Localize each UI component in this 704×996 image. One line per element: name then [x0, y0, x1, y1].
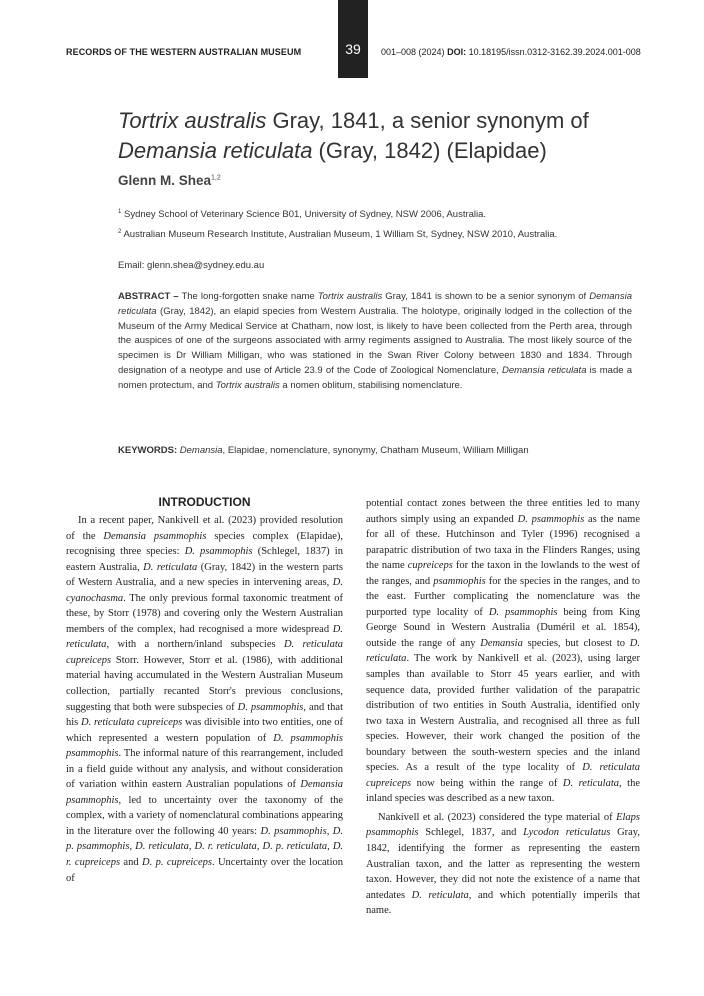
body-column-left	[66, 513, 343, 886]
title-italic-1: Tortrix australis	[118, 108, 267, 133]
taxon-name: D. reticulata cupreiceps	[81, 717, 183, 729]
affiliation-1-text: Sydney School of Veterinary Science B01, University of Sydney, NSW 2006, Australia.	[123, 209, 487, 221]
taxon-name: Elaps psammophis	[366, 811, 640, 839]
citation-doi	[381, 47, 641, 57]
journal-name: RECORDS OF THE WESTERN AUSTRALIAN MUSEUM	[66, 47, 302, 57]
affiliation-1-number: 1	[118, 209, 122, 215]
taxon-name: Lycodon reticulatus	[523, 827, 611, 839]
body-text: . The only previous formal taxonomic treatment of these, by Storr (1978) and covering only the Western Australian members of the complex, had recognised a more widespread	[66, 592, 343, 635]
affiliation-2	[118, 225, 558, 242]
body-text: , with a northern/inland subspecies	[106, 639, 284, 651]
abstract-text: The long-forgotten snake name	[178, 291, 318, 302]
body-text: species complex (Elapidae), recognising three species:	[66, 530, 344, 558]
body-text: potential contact zones between the three entities led to many authors simply using an expanded	[366, 498, 640, 525]
taxon-name: D. p. cupreiceps	[141, 857, 212, 869]
body-text: . The work by Nankivell et al. (2023), using larger samples than available to Storr 45 years earlier, and with sequence data, provided further validation of the parapatric distribution of two entities in South Australia, identified only two taxa in Western Australia, and recognised all three as full species. However, their work changed the position of the boundary between the south-western species and the inland species. As a result of the type locality of	[366, 653, 640, 774]
page-number: 39	[345, 41, 361, 57]
taxon-name: D. p. psammophis	[66, 825, 343, 853]
body-text: , the inland species was described as a new taxon.	[366, 777, 641, 805]
taxon-name: D. reticulata	[562, 777, 620, 789]
body-text: , and which potentially imperils that name.	[366, 889, 640, 917]
taxon-name: Demansia psammophis	[66, 779, 343, 806]
taxon-name: D. reticulata cupreiceps	[366, 762, 640, 789]
abstract-text: a nomen oblitum, stabilising nomenclature.	[279, 379, 463, 391]
body-text: , and that his	[66, 701, 344, 729]
body-text: ,	[129, 841, 136, 853]
body-text: ,	[256, 841, 263, 853]
taxon-name: D. psammophis	[517, 513, 585, 525]
body-paragraph	[366, 810, 640, 919]
taxon-name: Demansia	[480, 637, 523, 649]
body-text: ,	[326, 825, 333, 837]
body-text: for the species in the ranges, and to the east. Further complicating the nomenclature was the purported type locality of	[366, 575, 640, 618]
abstract-text: is made a nomen protectum, and	[118, 364, 633, 391]
abstract-text: (Gray, 1842), an elapid species from Western Australia. The holotype, originally lodged in the collection of the Museum of the Army Medical Service at Chatham, now lost, is likely to have been collected from the Perth area, through the auspices of one of the surgeons associated with army regiments assigned to Australia. The most likely source of the specimen is Dr William Milligan, who was stationed in the Swan River Colony between 1830 and 1834. Through designation of a neotype and use of Article 23.9 of the Code of Zoological Nomenclature,	[118, 305, 632, 376]
section-heading-introduction: INTRODUCTION	[158, 495, 251, 509]
body-paragraph	[366, 496, 640, 807]
body-column-right	[366, 496, 640, 919]
taxon-name: D. reticulata	[143, 561, 198, 573]
abstract-taxon: Demansia reticulata	[118, 291, 632, 317]
body-text: In a recent paper, Nankivell et al. (2023) provided resolution of the	[66, 515, 343, 542]
taxon-name: D. reticulata	[411, 889, 469, 901]
taxon-name: D. psammophis	[260, 825, 327, 837]
keyword-taxon: Demansia	[179, 445, 223, 456]
taxon-name: D. psammophis	[237, 701, 304, 713]
article-title	[118, 106, 658, 166]
body-text: ,	[188, 841, 195, 853]
keywords-label: KEYWORDS:	[118, 445, 178, 456]
body-text: Schlegel, 1837, and	[418, 827, 524, 839]
body-text: as the name for all of these. Hutchinson and Tyler (1996) recognised a parapatric distribution of two taxa in the Flinders Ranges, using the name	[366, 513, 641, 572]
abstract	[118, 290, 632, 394]
body-text: and	[120, 857, 142, 869]
taxon-name: psammophis	[433, 575, 486, 587]
keywords	[118, 445, 638, 456]
body-text: Nankivell et al. (2023) considered the type material of	[378, 811, 617, 823]
author-affiliation-marks: 1,2	[211, 174, 221, 182]
abstract-label: ABSTRACT –	[118, 291, 179, 302]
title-italic-2: Demansia reticulata	[118, 138, 313, 163]
title-plain-2: (Gray, 1842) (Elapidae)	[312, 138, 547, 163]
affiliation-2-text: Australian Museum Research Institute, Australian Museum, 1 William St, Sydney, NSW 2010, Australia.	[123, 229, 558, 241]
taxon-name: D. psammophis psammophis	[66, 732, 343, 760]
abstract-taxon: Demansia reticulata	[501, 364, 587, 376]
body-text: now being within the range of	[411, 777, 563, 789]
body-text: . The informal nature of this rearrangement, included in a field guide without any analysis, and without consideration of variation within eastern Australian populations of	[66, 748, 343, 791]
taxon-name: Demansia psammophis	[103, 530, 207, 542]
page-range: 001–008 (2024)	[381, 47, 445, 57]
body-text: . Uncertainty over the location of	[66, 857, 343, 884]
taxon-name: D. reticulata	[135, 841, 189, 853]
doi-link[interactable]: 10.18195/issn.0312-3162.39.2024.001-008	[468, 47, 641, 57]
taxon-name: D. p. reticulata	[262, 841, 328, 853]
author-name	[118, 173, 221, 188]
taxon-name: cupreiceps	[407, 560, 453, 572]
abstract-taxon: Tortrix australis	[215, 379, 280, 391]
body-text: Gray, 1842, identifying the former as representing the eastern Australian taxon, and the latter as representing the western taxon. However, they did not note the existence of a name that antedates	[366, 827, 640, 901]
body-text: being from King George Sound in Western Australia (Duméril et al. 1854), outside the range of any	[366, 606, 640, 649]
body-text: was divisible into two entities, one of which represented a western population of	[66, 717, 343, 744]
abstract-taxon: Tortrix australis	[317, 291, 383, 302]
taxon-name: D. cyanochasma	[66, 577, 343, 604]
doi-label: DOI:	[447, 47, 467, 57]
body-text: Storr. However, Storr et al. (1986), with additional material having accumulated in the Western Australian Museum collection, partially recanted Storr's previous conclusions, suggesting that both were subspecies of	[66, 654, 343, 713]
taxon-name: D. r. cupreiceps	[66, 841, 344, 869]
taxon-name: D. r. reticulata	[194, 841, 257, 853]
body-text: (Schlegel, 1837) in eastern Australia,	[66, 546, 343, 573]
body-text: for the taxon in the lowlands to the west of the ranges, and	[366, 560, 640, 587]
body-text: species, but closest to	[522, 637, 630, 649]
body-text: ,	[327, 841, 333, 853]
taxon-name: D. reticulata cupreiceps	[66, 639, 343, 666]
title-plain-1: Gray, 1841, a senior synonym of	[266, 108, 589, 133]
body-text: (Gray, 1842) in the western parts of Western Australia, and a new species in intervening areas,	[66, 561, 343, 589]
page-number-tab	[338, 0, 368, 78]
author-email[interactable]: Email: glenn.shea@sydney.edu.au	[118, 260, 265, 271]
affiliation-2-number: 2	[118, 229, 122, 235]
affiliation-1	[118, 205, 486, 222]
taxon-name: D. reticulata	[366, 637, 640, 665]
author-text: Glenn M. Shea	[118, 173, 212, 188]
abstract-text: Gray, 1841 is shown to be a senior synonym of	[382, 291, 590, 302]
keywords-text: , Elapidae, nomenclature, synonymy, Chatham Museum, William Milligan	[222, 445, 529, 456]
taxon-name: D. psammophis	[488, 606, 558, 618]
body-text: , led to uncertainty over the taxonomy of the complex, with a variety of nomenclatural combinations appearing in the literature over the following 40 years:	[66, 794, 343, 837]
taxon-name: D. reticulata	[66, 623, 343, 651]
body-paragraph	[66, 513, 343, 886]
taxon-name: D. psammophis	[184, 546, 253, 558]
